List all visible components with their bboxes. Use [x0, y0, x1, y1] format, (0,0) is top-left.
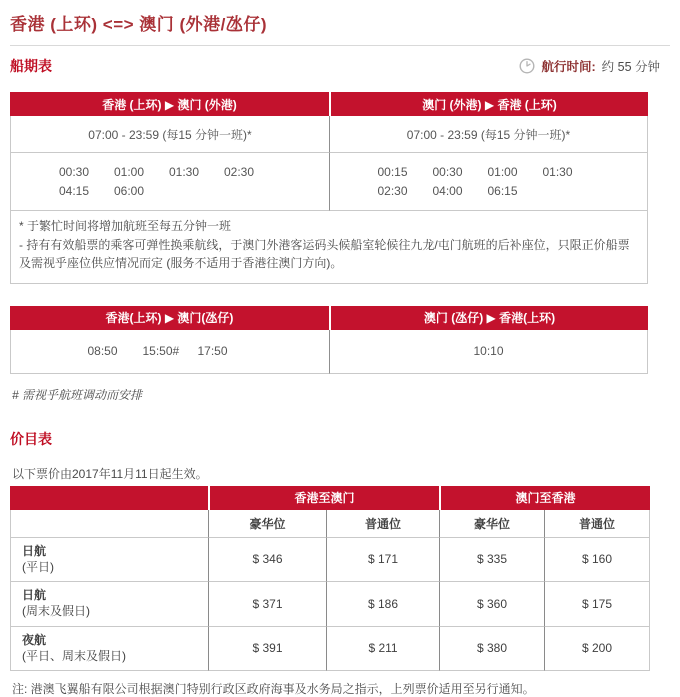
route-header-hk-to-taipa: 香港(上环) ▶ 澳门(氹仔)	[10, 306, 329, 330]
route-header-macau-to-hk: 澳门 (外港) ▶ 香港 (上环)	[329, 92, 648, 116]
class-header-economy: 普通位	[326, 510, 439, 538]
service-type: 日航	[22, 588, 47, 603]
fare-value: $ 160	[544, 538, 650, 582]
class-header-deluxe: 豪华位	[439, 510, 544, 538]
table-footnote-row	[10, 211, 648, 284]
fare-value: $ 346	[208, 538, 326, 582]
route-header-hk-to-macau: 香港 (上环) ▶ 澳门 (外港)	[10, 92, 329, 116]
times-macau-to-hk	[329, 153, 648, 211]
page-title: 香港 (上环) <=> 澳门 (外港/氹仔)	[10, 15, 268, 34]
service-type: 夜航	[22, 632, 47, 647]
night-times-row	[10, 153, 648, 211]
times-hk-to-taipa	[10, 330, 329, 374]
service-days: (平日)	[22, 559, 54, 574]
fare-row-day-weekday	[10, 538, 650, 582]
departure-time: 01:30	[169, 165, 200, 179]
fare-value: $ 200	[544, 627, 650, 671]
hash-footnote: # 需视乎航班调动而安排	[12, 387, 143, 402]
direction-header-macau-to-hk: 澳门至香港	[439, 486, 650, 510]
class-header-economy: 普通位	[544, 510, 650, 538]
fare-value: $ 360	[439, 582, 544, 626]
service-days: (周末及假日)	[22, 604, 90, 619]
title-divider	[10, 45, 670, 46]
fare-value: $ 335	[439, 538, 544, 582]
times-hk-to-macau	[10, 153, 329, 211]
fare-row-label	[10, 627, 208, 671]
time-grid	[88, 344, 253, 358]
departure-time: 02:30	[377, 184, 408, 198]
class-header-deluxe: 豪华位	[208, 510, 326, 538]
schedule-table-taipa	[10, 306, 648, 374]
effective-date-note: 以下票价由2017年11月11日起生效。	[12, 466, 208, 481]
frequency-row	[10, 116, 648, 153]
duration-value: 约 55 分钟	[601, 60, 660, 74]
departure-time: 06:15	[487, 184, 518, 198]
fare-value: $ 371	[208, 582, 326, 626]
departure-time: 01:00	[487, 165, 518, 179]
departure-time: 02:30	[224, 165, 255, 179]
fare-empty-cell	[10, 510, 208, 538]
footnote-line-1: * 于繁忙时间将增加航班至每五分钟一班	[19, 219, 232, 233]
fare-value: $ 186	[326, 582, 439, 626]
times-row	[10, 330, 648, 374]
fare-table	[10, 486, 650, 671]
departure-time: 01:30	[542, 165, 573, 179]
departure-time: 04:00	[432, 184, 463, 198]
service-days: (平日、周末及假日)	[22, 648, 126, 663]
fare-value: $ 380	[439, 627, 544, 671]
departure-time: 04:15	[59, 184, 90, 198]
sailing-duration	[519, 57, 660, 75]
fare-value: $ 391	[208, 627, 326, 671]
departure-time: 06:00	[114, 184, 145, 198]
service-type: 日航	[22, 543, 47, 558]
fare-value: $ 211	[326, 627, 439, 671]
fare-row-label	[10, 538, 208, 582]
table-header-row	[10, 92, 648, 116]
schedule-table-outer-harbour	[10, 92, 648, 284]
direction-header-hk-to-macau: 香港至澳门	[208, 486, 439, 510]
fare-value: $ 171	[326, 538, 439, 582]
footnote-line-2: - 持有有效船票的乘客可弹性换乘航线，于澳门外港客运码头候船室轮候往九龙/屯门航班的后补座位，只限正价船票及需视乎座位供应情况而定 (服务不适用于香港往澳门方向)。	[19, 237, 630, 271]
fare-row-day-weekend	[10, 582, 650, 626]
fares-heading: 价目表	[10, 430, 52, 447]
time-grid	[378, 165, 600, 198]
time-grid	[59, 165, 281, 198]
fare-corner-cell	[10, 486, 208, 510]
fare-direction-header-row	[10, 486, 650, 510]
frequency-macau-to-hk: 07:00 - 23:59 (每15 分钟一班)*	[329, 116, 648, 153]
schedule-heading: 船期表	[10, 58, 52, 74]
table-footnote	[10, 211, 648, 284]
frequency-hk-to-macau: 07:00 - 23:59 (每15 分钟一班)*	[10, 116, 329, 153]
departure-time: 01:00	[114, 165, 145, 179]
table-header-row	[10, 306, 648, 330]
spacer	[10, 284, 670, 306]
schedule-section-header	[10, 56, 660, 76]
departure-time: 15:50#	[142, 344, 180, 359]
departure-time: 00:30	[432, 165, 463, 179]
departure-time: 00:15	[377, 165, 408, 179]
departure-time: 08:50	[87, 344, 118, 359]
departure-time: 17:50	[197, 344, 228, 359]
fare-class-header-row	[10, 510, 650, 538]
departure-time: 00:30	[59, 165, 90, 179]
fare-row-night	[10, 627, 650, 671]
times-taipa-to-hk: 10:10	[329, 330, 648, 374]
route-header-taipa-to-hk: 澳门 (氹仔) ▶ 香港(上环)	[329, 306, 648, 330]
fare-row-label	[10, 582, 208, 626]
fare-value: $ 175	[544, 582, 650, 626]
fares-section	[10, 429, 670, 697]
clock-icon	[519, 58, 535, 74]
duration-label: 航行时间:	[541, 60, 596, 74]
fare-disclaimer-note: 注: 港澳飞翼船有限公司根据澳门特别行政区政府海事及水务局之指示，上列票价适用至另行通知。	[12, 681, 535, 696]
